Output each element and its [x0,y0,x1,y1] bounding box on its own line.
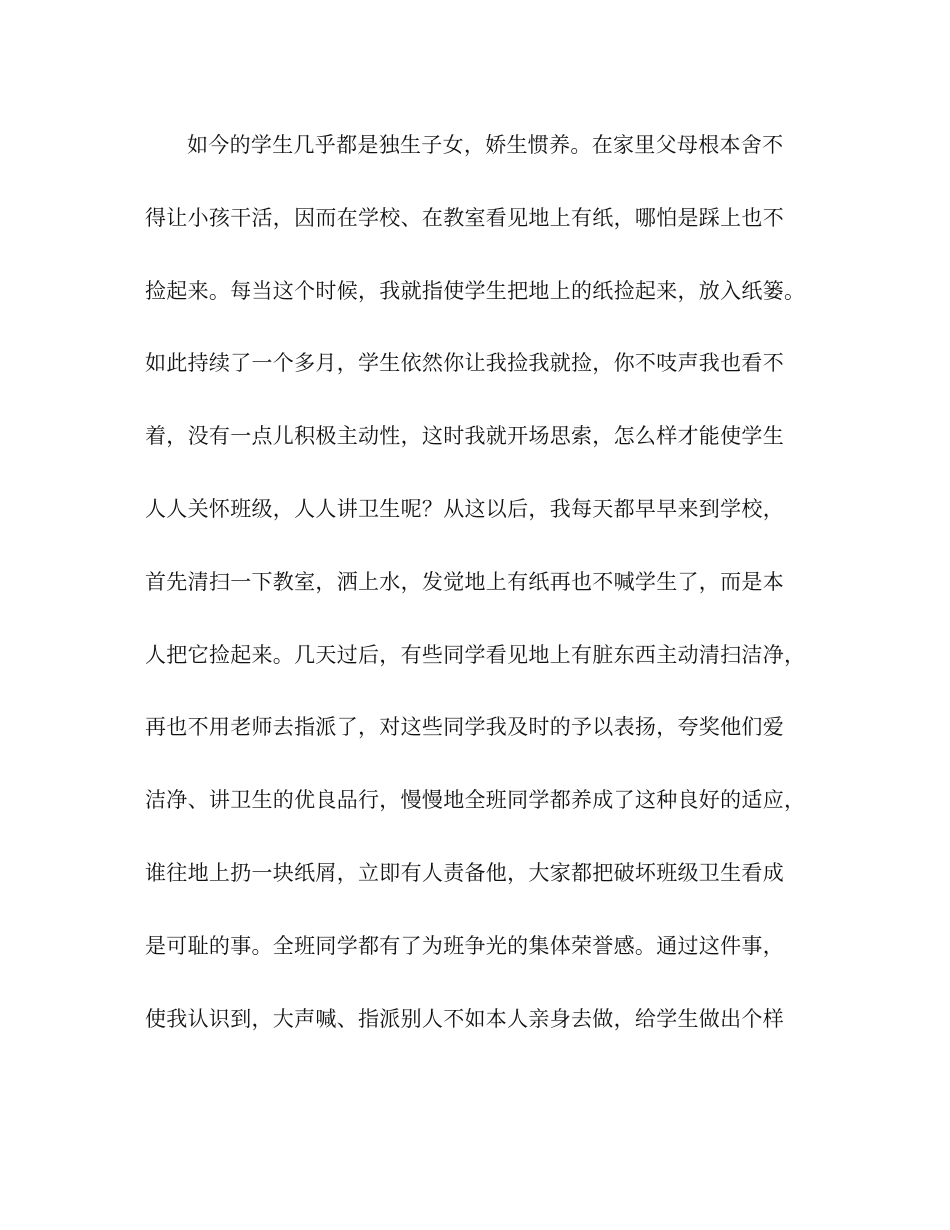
paragraph-line-4: 如此持续了一个多月，学生依然你让我捡我就捡，你不吱声我也看不 [145,351,784,376]
paragraph-line-13: 使我认识到，大声喊、指派别人不如本人亲身去做，给学生做出个样 [145,1006,784,1031]
paragraph [145,126,805,1072]
paragraph-line-1: 如今的学生几乎都是独生子女，娇生惯养。在家里父母根本舍不 [187,133,784,157]
paragraph-line-6: 人人关怀班级，人人讲卫生呢？从这以后，我每天都早早来到学校， [145,496,784,521]
paragraph-line-10: 洁净、讲卫生的优良品行，慢慢地全班同学都养成了这种良好的适应， [145,788,806,813]
paragraph-line-7: 首先清扫一下教室，洒上水，发觉地上有纸再也不喊学生了，而是本 [145,569,784,594]
paragraph-line-9: 再也不用老师去指派了，对这些同学我及时的予以表扬，夸奖他们爱 [145,715,784,740]
paragraph-line-8: 人把它捡起来。几天过后，有些同学看见地上有脏东西主动清扫洁净， [145,642,806,667]
paragraph-line-11: 谁往地上扔一块纸屑，立即有人责备他，大家都把破坏班级卫生看成 [145,860,784,885]
paragraph-line-12: 是可耻的事。全班同学都有了为班争光的集体荣誉感。通过这件事， [145,933,784,958]
paragraph-line-3: 捡起来。每当这个时候，我就指使学生把地上的纸捡起来，放入纸篓。 [145,278,806,303]
paragraph-line-5: 着，没有一点儿积极主动性，这时我就开场思索，怎么样才能使学生 [145,424,784,449]
paragraph-line-2: 得让小孩干活，因而在学校、在教室看见地上有纸，哪怕是踩上也不 [145,205,784,230]
